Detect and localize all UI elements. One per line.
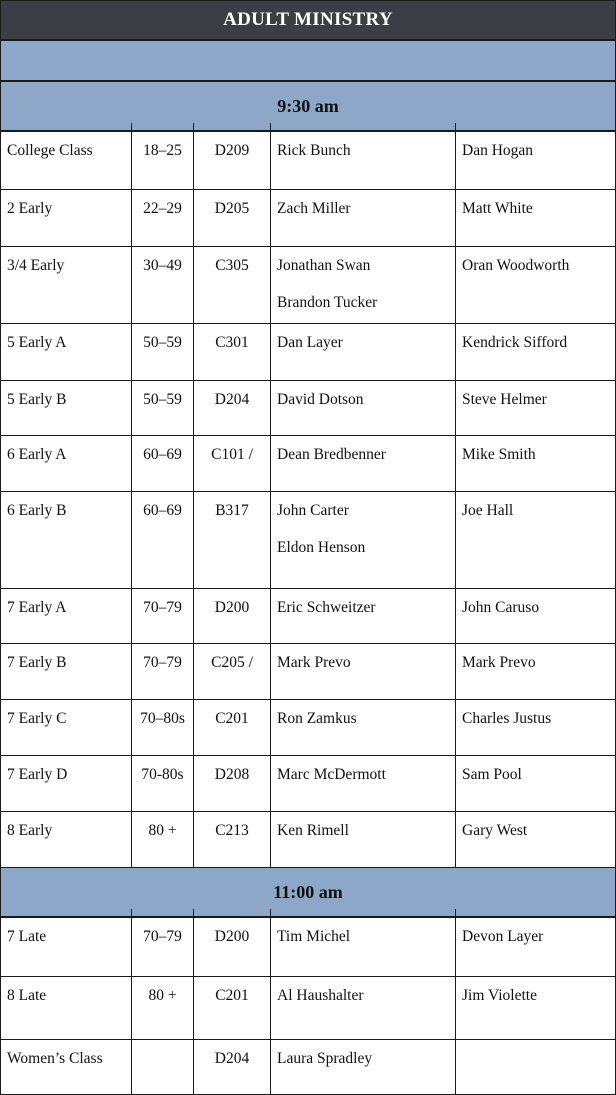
teacher-cell bbox=[271, 238, 456, 323]
room-cell: C213 bbox=[194, 803, 271, 867]
teacher-name: Ken Rimell bbox=[277, 822, 349, 839]
room-cell: D204 bbox=[194, 372, 271, 435]
teacher-cell bbox=[271, 909, 456, 976]
age-range-cell: 50–59 bbox=[132, 372, 194, 435]
age-range-cell: 60–69 bbox=[132, 483, 194, 588]
teacher-name: Eldon Henson bbox=[277, 539, 366, 556]
class-name-cell: 7 Early C bbox=[1, 691, 132, 755]
class-name-cell: 2 Early bbox=[1, 181, 132, 246]
class-name-cell: Women’s Class bbox=[1, 1031, 132, 1094]
age-range-cell: 70–79 bbox=[132, 580, 194, 643]
class-name-cell: 3/4 Early bbox=[1, 238, 132, 323]
age-range-cell: 30–49 bbox=[132, 238, 194, 323]
room-cell: D209 bbox=[194, 123, 271, 189]
class-name-cell: 8 Late bbox=[1, 968, 132, 1039]
room-cell: C201 bbox=[194, 968, 271, 1039]
room-cell: D200 bbox=[194, 580, 271, 643]
class-name-cell: 5 Early B bbox=[1, 372, 132, 435]
teacher-cell bbox=[271, 315, 456, 380]
teacher-name: Dan Layer bbox=[277, 334, 343, 351]
teacher-name: Laura Spradley bbox=[277, 1050, 373, 1067]
assistant-cell: Steve Helmer bbox=[462, 391, 547, 408]
session-time-header: 11:00 am bbox=[1, 868, 615, 918]
teacher-cell bbox=[271, 372, 456, 435]
assistant-cell: Devon Layer bbox=[462, 928, 544, 945]
age-range-cell: 70–79 bbox=[132, 909, 194, 976]
age-range-cell bbox=[132, 1031, 194, 1094]
age-range-cell: 70–80s bbox=[132, 691, 194, 755]
teacher-cell bbox=[271, 580, 456, 643]
teacher-cell bbox=[271, 483, 456, 588]
teacher-name: Jonathan Swan bbox=[277, 257, 371, 274]
room-cell: D204 bbox=[194, 1031, 271, 1094]
class-name-cell: College Class bbox=[1, 123, 132, 189]
teacher-cell bbox=[271, 747, 456, 811]
blank-header-band bbox=[1, 41, 615, 82]
teacher-cell bbox=[271, 123, 456, 189]
age-range-cell: 60–69 bbox=[132, 427, 194, 491]
class-name-cell: 8 Early bbox=[1, 803, 132, 867]
assistant-cell: Jim Violette bbox=[462, 987, 537, 1004]
room-cell: D205 bbox=[194, 181, 271, 246]
teacher-name: Rick Bunch bbox=[277, 142, 351, 159]
table-row bbox=[1, 1040, 615, 1094]
room-cell: C305 bbox=[194, 238, 271, 323]
teacher-name: Marc McDermott bbox=[277, 766, 386, 783]
teacher-cell bbox=[271, 1031, 456, 1094]
assistant-cell: Joe Hall bbox=[462, 502, 514, 519]
teacher-cell bbox=[271, 691, 456, 755]
class-name-cell: 6 Early A bbox=[1, 427, 132, 491]
teacher-name: John Carter bbox=[277, 502, 349, 519]
teacher-name: Zach Miller bbox=[277, 200, 351, 217]
teacher-name: Eric Schweitzer bbox=[277, 599, 376, 616]
room-cell: C205 / bbox=[194, 635, 271, 699]
teacher-name: Al Haushalter bbox=[277, 987, 364, 1004]
class-name-cell: 7 Late bbox=[1, 909, 132, 976]
assistant-cell: John Caruso bbox=[462, 599, 540, 616]
class-name-cell: 7 Early A bbox=[1, 580, 132, 643]
assistant-cell: Gary West bbox=[462, 822, 528, 839]
teacher-cell bbox=[271, 427, 456, 491]
assistant-cell: Dan Hogan bbox=[462, 142, 534, 159]
teacher-name: Mark Prevo bbox=[277, 654, 351, 671]
assistant-cell: Oran Woodworth bbox=[462, 257, 570, 274]
teacher-name: Dean Bredbenner bbox=[277, 446, 386, 463]
teacher-cell bbox=[271, 635, 456, 699]
teacher-cell bbox=[271, 181, 456, 246]
table-row bbox=[1, 492, 615, 589]
age-range-cell: 50–59 bbox=[132, 315, 194, 380]
class-name-cell: 5 Early A bbox=[1, 315, 132, 380]
age-range-cell: 70–79 bbox=[132, 635, 194, 699]
assistant-cell: Matt White bbox=[462, 200, 533, 217]
room-cell: C301 bbox=[194, 315, 271, 380]
session-time-header: 9:30 am bbox=[1, 82, 615, 132]
assistant-cell: Charles Justus bbox=[462, 710, 552, 727]
room-cell: C201 bbox=[194, 691, 271, 755]
page-title: ADULT MINISTRY bbox=[1, 1, 615, 41]
table-row bbox=[1, 812, 615, 868]
table-row bbox=[1, 247, 615, 324]
age-range-cell: 80 + bbox=[132, 803, 194, 867]
room-cell: D200 bbox=[194, 909, 271, 976]
teacher-name: Ron Zamkus bbox=[277, 710, 357, 727]
assistant-cell: Sam Pool bbox=[462, 766, 522, 783]
class-name-cell: 6 Early B bbox=[1, 483, 132, 588]
age-range-cell: 18–25 bbox=[132, 123, 194, 189]
teacher-cell bbox=[271, 803, 456, 867]
assistant-cell: Kendrick Sifford bbox=[462, 334, 568, 351]
room-cell: C101 / bbox=[194, 427, 271, 491]
teacher-cell bbox=[271, 968, 456, 1039]
teacher-name: Tim Michel bbox=[277, 928, 351, 945]
assistant-cell: Mike Smith bbox=[462, 446, 536, 463]
room-cell: B317 bbox=[194, 483, 271, 588]
class-name-cell: 7 Early B bbox=[1, 635, 132, 699]
assistant-cell: Mark Prevo bbox=[462, 654, 536, 671]
teacher-name: David Dotson bbox=[277, 391, 364, 408]
age-range-cell: 70-80s bbox=[132, 747, 194, 811]
teacher-name: Brandon Tucker bbox=[277, 294, 378, 311]
age-range-cell: 22–29 bbox=[132, 181, 194, 246]
age-range-cell: 80 + bbox=[132, 968, 194, 1039]
class-name-cell: 7 Early D bbox=[1, 747, 132, 811]
assistant-cell bbox=[456, 1031, 615, 1094]
room-cell: D208 bbox=[194, 747, 271, 811]
sessions-container bbox=[1, 82, 615, 1094]
